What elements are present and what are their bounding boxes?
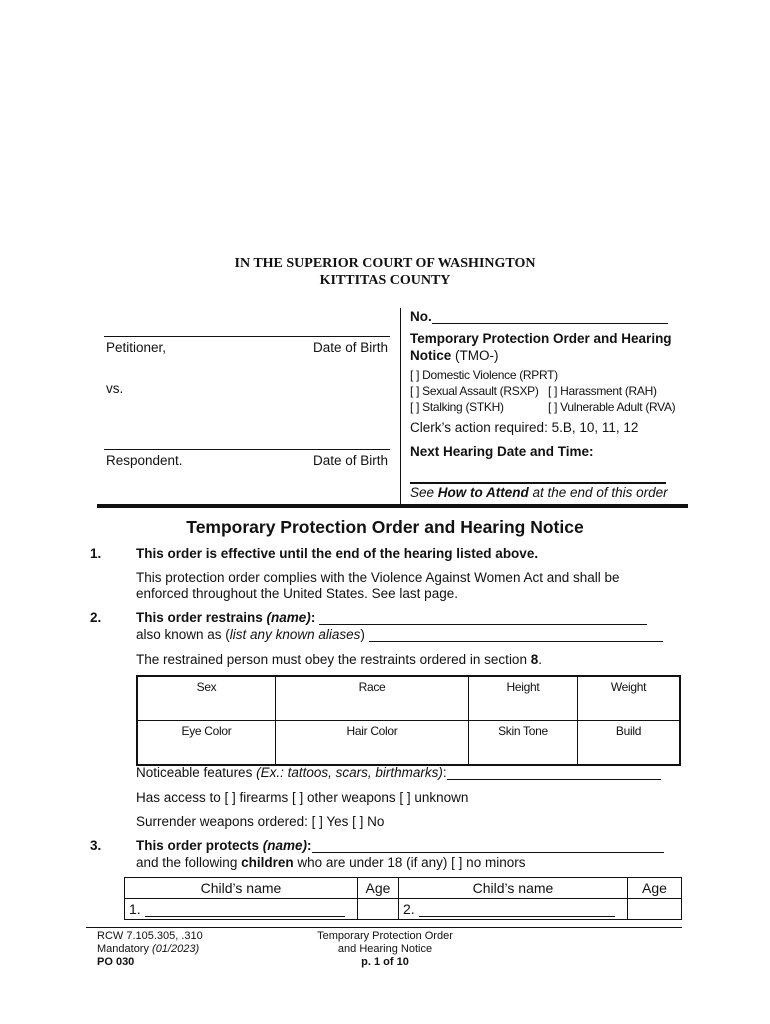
section-1-text-1: This protection order complies with the Violence Against Women Act and shall be <box>136 570 620 585</box>
county-heading: KITTITAS COUNTY <box>319 273 451 288</box>
aliases-field[interactable]: also known as (list any known aliases) <box>136 627 663 642</box>
section-1-heading: This order is effective until the end of the hearing listed above. <box>136 546 539 561</box>
surrender-weapons-options[interactable]: Surrender weapons ordered: [ ] Yes [ ] No <box>136 814 385 829</box>
respondent-dob-label: Date of Birth <box>313 453 389 468</box>
eye-color-cell[interactable]: Eye Color <box>137 721 276 766</box>
protected-name-field[interactable]: This order protects (name): <box>136 838 664 853</box>
table-row <box>137 721 680 766</box>
form-title-line1: Temporary Protection Order and Hearing <box>410 331 672 346</box>
respondent-line <box>104 449 390 450</box>
section-3-number: 3. <box>90 838 102 853</box>
footer-rcw: RCW 7.105.305, .310 <box>97 930 203 942</box>
race-cell[interactable]: Race <box>276 676 469 721</box>
option-domestic-violence[interactable]: [ ] Domestic Violence (RPRT) <box>410 368 558 382</box>
option-stalking[interactable]: [ ] Stalking (STKH) <box>410 400 504 414</box>
footer-form-title-1: Temporary Protection Order <box>317 930 453 942</box>
childs-name-header: Child’s name <box>125 878 358 899</box>
petitioner-line <box>104 336 390 337</box>
child-1-age-cell[interactable] <box>358 899 399 920</box>
obey-restraints-text: The restrained person must obey the restraints ordered in section 8. <box>136 652 542 667</box>
section-1-number: 1. <box>90 546 102 561</box>
table-row <box>137 676 680 721</box>
restrained-name-field[interactable]: This order restrains (name): <box>136 610 647 625</box>
respondent-label: Respondent. <box>106 453 183 468</box>
children-table <box>124 877 682 920</box>
footer-mandatory: Mandatory (01/2023) <box>97 943 200 955</box>
caption-thick-rule <box>97 504 688 508</box>
petitioner-dob-label: Date of Birth <box>313 340 389 355</box>
option-sexual-assault[interactable]: [ ] Sexual Assault (RSXP) <box>410 384 539 398</box>
petitioner-label: Petitioner, <box>106 340 167 355</box>
document-title: Temporary Protection Order and Hearing Notice <box>186 517 584 537</box>
footer-form-id: PO 030 <box>97 956 135 968</box>
court-heading: IN THE SUPERIOR COURT OF WASHINGTON <box>234 256 536 271</box>
physical-description-table <box>136 675 681 766</box>
vs-label: vs. <box>106 381 124 396</box>
child-1-name-cell[interactable]: 1. <box>125 899 358 920</box>
how-to-attend-note: See How to Attend at the end of this order <box>410 485 668 500</box>
next-hearing-label: Next Hearing Date and Time: <box>410 444 594 459</box>
height-cell[interactable]: Height <box>469 676 578 721</box>
section-2-number: 2. <box>90 610 102 625</box>
option-vulnerable-adult[interactable]: [ ] Vulnerable Adult (RVA) <box>548 400 676 414</box>
child-2-age-cell[interactable] <box>628 899 682 920</box>
clerk-action: Clerk’s action required: 5.B, 10, 11, 12 <box>410 420 639 435</box>
caption-vertical-divider <box>400 308 401 504</box>
next-hearing-line[interactable] <box>410 482 666 484</box>
weapons-access-options[interactable]: Has access to [ ] firearms [ ] other weapons [ ] unknown <box>136 790 469 805</box>
child-2-name-cell[interactable]: 2. <box>399 899 628 920</box>
table-row <box>125 878 682 899</box>
age-header: Age <box>628 878 682 899</box>
hair-color-cell[interactable]: Hair Color <box>276 721 469 766</box>
section-1-text-2: enforced throughout the United States. See last page. <box>136 586 458 601</box>
sex-cell[interactable]: Sex <box>137 676 276 721</box>
form-title-line2: Notice (TMO-) <box>410 348 499 363</box>
footer-rule <box>86 927 682 928</box>
build-cell[interactable]: Build <box>578 721 681 766</box>
case-number-field[interactable]: No. <box>410 309 668 324</box>
footer-page-number: p. 1 of 10 <box>361 956 409 968</box>
table-row <box>125 899 682 920</box>
childs-name-header: Child’s name <box>399 878 628 899</box>
weight-cell[interactable]: Weight <box>578 676 681 721</box>
option-harassment[interactable]: [ ] Harassment (RAH) <box>548 384 657 398</box>
footer-form-title-2: and Hearing Notice <box>337 943 433 955</box>
children-line: and the following children who are under 18 (if any) [ ] no minors <box>136 855 526 870</box>
noticeable-features-field[interactable]: Noticeable features (Ex.: tattoos, scars, birthmarks): <box>136 765 661 780</box>
skin-tone-cell[interactable]: Skin Tone <box>469 721 578 766</box>
age-header: Age <box>358 878 399 899</box>
